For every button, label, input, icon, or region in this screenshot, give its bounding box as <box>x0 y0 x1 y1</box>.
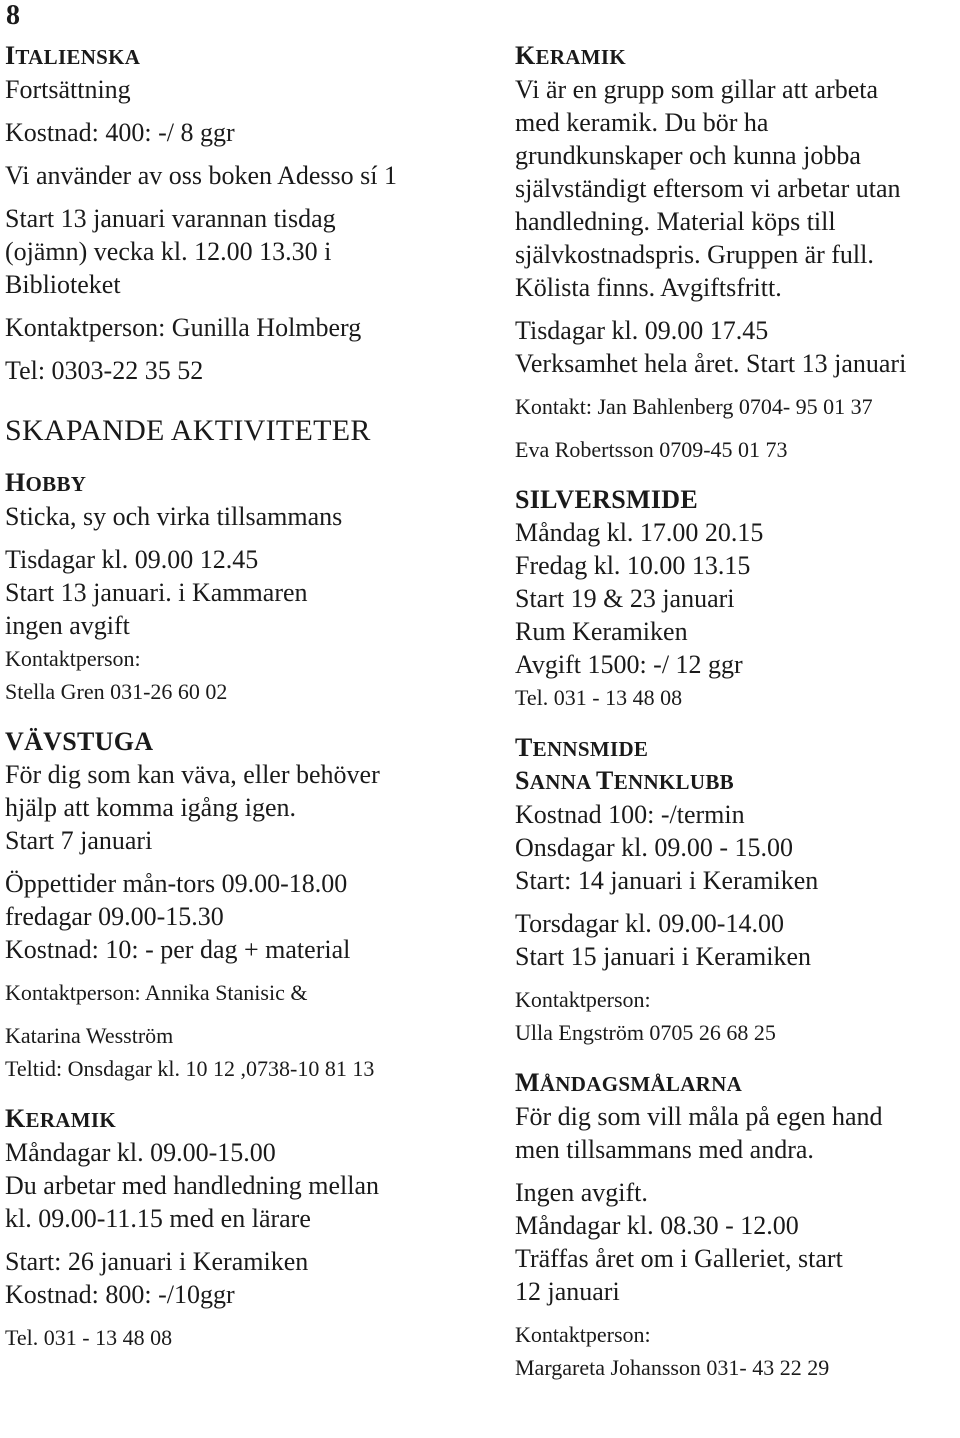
vavstuga-line-2: hjälp att komma igång igen. <box>5 793 296 822</box>
tennsmide-line-5: Start 15 januari i Keramiken <box>515 942 812 971</box>
italienska-cost: Kostnad: 400: -/ 8 ggr <box>5 118 235 147</box>
keramik-left-line-3: kl. 09.00-11.15 med en lärare <box>5 1204 311 1233</box>
left-column <box>5 40 460 1354</box>
keramik-right-section <box>515 40 960 466</box>
silversmide-line-2: Fredag kl. 10.00 13.15 <box>515 551 751 580</box>
vavstuga-line-3: Start 7 januari <box>5 826 153 855</box>
keramik-right-line-4: självständigt eftersom vi arbetar utan <box>515 174 901 203</box>
silversmide-line-4: Rum Keramiken <box>515 617 688 646</box>
italienska-section <box>5 40 460 387</box>
keramik-right-line-6: självkostnadspris. Gruppen är full. <box>515 240 874 269</box>
vavstuga-line-1: För dig som kan väva, eller behöver <box>5 760 380 789</box>
keramik-right-line-5: handledning. Material köps till <box>515 207 836 236</box>
vavstuga-section <box>5 726 460 1085</box>
keramik-right-line-2: med keramik. Du bör ha <box>515 108 769 137</box>
silversmide-line-3: Start 19 & 23 januari <box>515 584 735 613</box>
mandagsmalarna-contact-name: Margareta Johansson 031- 43 22 29 <box>515 1355 830 1380</box>
hobby-line-4: ingen avgift <box>5 611 130 640</box>
silversmide-section <box>515 484 960 714</box>
hobby-heading: HOBBY <box>5 468 87 497</box>
mandagsmalarna-line-3: Ingen avgift. <box>515 1178 648 1207</box>
vavstuga-contact: Kontaktperson: Annika Stanisic & <box>5 980 308 1005</box>
tennsmide-section <box>515 732 960 1049</box>
italienska-subtitle: Fortsättning <box>5 75 131 104</box>
mandagsmalarna-line-1: För dig som vill måla på egen hand <box>515 1102 883 1131</box>
mandagsmalarna-heading: MÅNDAGSMÅLARNA <box>515 1068 743 1097</box>
keramik-left-line-2: Du arbetar med handledning mellan <box>5 1171 379 1200</box>
skapande-heading: SKAPANDE AKTIVITETER <box>5 414 371 447</box>
vavstuga-line-6: Kostnad: 10: - per dag + material <box>5 935 351 964</box>
page-number: 8 <box>6 0 20 31</box>
keramik-left-tel: Tel. 031 - 13 48 08 <box>5 1325 173 1350</box>
mandagsmalarna-section <box>515 1067 960 1384</box>
keramik-left-line-4: Start: 26 januari i Keramiken <box>5 1247 309 1276</box>
tennsmide-line-3: Start: 14 januari i Keramiken <box>515 866 819 895</box>
silversmide-tel: Tel. 031 - 13 48 08 <box>515 685 683 710</box>
keramik-right-line-1: Vi är en grupp som gillar att arbeta <box>515 75 879 104</box>
italienska-book: Vi använder av oss boken Adesso sí 1 <box>5 161 397 190</box>
tennsmide-line-1: Kostnad 100: -/termin <box>515 800 745 829</box>
keramik-right-contact-2: Eva Robertsson 0709-45 01 73 <box>515 437 788 462</box>
mandagsmalarna-line-5: Träffas året om i Galleriet, start <box>515 1244 843 1273</box>
tennsmide-contact-name: Ulla Engström 0705 26 68 25 <box>515 1020 776 1045</box>
italienska-tel: Tel: 0303-22 35 52 <box>5 356 204 385</box>
keramik-right-contact: Kontakt: Jan Bahlenberg 0704- 95 01 37 <box>515 394 873 419</box>
keramik-left-line-1: Måndagar kl. 09.00-15.00 <box>5 1138 276 1167</box>
keramik-right-line-3: grundkunskaper och kunna jobba <box>515 141 861 170</box>
mandagsmalarna-line-4: Måndagar kl. 08.30 - 12.00 <box>515 1211 799 1240</box>
tennsmide-contact-label: Kontaktperson: <box>515 987 651 1012</box>
vavstuga-contact-2: Katarina Wesström <box>5 1023 174 1048</box>
vavstuga-line-4: Öppettider mån-tors 09.00-18.00 <box>5 869 348 898</box>
keramik-right-line-9: Verksamhet hela året. Start 13 januari <box>515 349 907 378</box>
italienska-start-line-1: Start 13 januari varannan tisdag <box>5 204 336 233</box>
keramik-right-line-7: Kölista finns. Avgiftsfritt. <box>515 273 782 302</box>
mandagsmalarna-contact-label: Kontaktperson: <box>515 1322 651 1347</box>
hobby-contact-name: Stella Gren 031-26 60 02 <box>5 679 228 704</box>
vavstuga-heading: VÄVSTUGA <box>5 727 154 756</box>
hobby-line-3: Start 13 januari. i Kammaren <box>5 578 308 607</box>
keramik-left-heading: KERAMIK <box>5 1104 116 1133</box>
hobby-line-1: Sticka, sy och virka tillsammans <box>5 502 343 531</box>
keramik-right-heading: KERAMIK <box>515 41 626 70</box>
hobby-section <box>5 467 460 708</box>
tennsmide-subheading: SANNA TENNKLUBB <box>515 766 734 795</box>
vavstuga-line-5: fredagar 09.00-15.30 <box>5 902 224 931</box>
silversmide-line-1: Måndag kl. 17.00 20.15 <box>515 518 764 547</box>
silversmide-line-5: Avgift 1500: -/ 12 ggr <box>515 650 743 679</box>
italienska-start-line-3: Biblioteket <box>5 270 121 299</box>
silversmide-heading: SILVERSMIDE <box>515 485 698 514</box>
hobby-line-2: Tisdagar kl. 09.00 12.45 <box>5 545 259 574</box>
tennsmide-line-2: Onsdagar kl. 09.00 - 15.00 <box>515 833 794 862</box>
keramik-left-section <box>5 1103 460 1354</box>
keramik-right-line-8: Tisdagar kl. 09.00 17.45 <box>515 316 769 345</box>
tennsmide-heading: TENNSMIDE <box>515 733 649 762</box>
vavstuga-teltid: Teltid: Onsdagar kl. 10 12 ,0738-10 81 13 <box>5 1056 375 1081</box>
right-column <box>515 40 960 1384</box>
tennsmide-line-4: Torsdagar kl. 09.00-14.00 <box>515 909 784 938</box>
mandagsmalarna-line-2: men tillsammans med andra. <box>515 1135 814 1164</box>
italienska-heading: ITALIENSKA <box>5 41 141 70</box>
keramik-left-line-5: Kostnad: 800: -/10ggr <box>5 1280 235 1309</box>
mandagsmalarna-line-6: 12 januari <box>515 1277 620 1306</box>
hobby-contact-label: Kontaktperson: <box>5 646 141 671</box>
italienska-contact: Kontaktperson: Gunilla Holmberg <box>5 313 362 342</box>
italienska-start-line-2: (ojämn) vecka kl. 12.00 13.30 i <box>5 237 332 266</box>
